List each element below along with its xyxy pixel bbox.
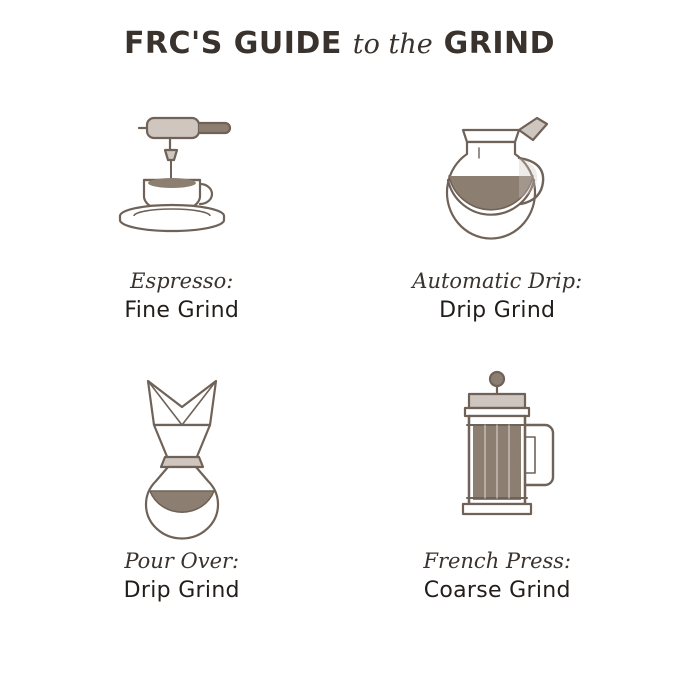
grid-item-french-press bbox=[340, 368, 656, 648]
caption-line2: Fine Grind bbox=[124, 297, 240, 323]
grid-item-espresso bbox=[24, 88, 340, 368]
grind-guide-grid bbox=[24, 88, 655, 648]
title-bold-first: FRC'S GUIDE bbox=[123, 26, 342, 61]
title-italic: to the bbox=[352, 29, 433, 60]
caption-line1: French Press: bbox=[423, 549, 572, 573]
title-bold-second: GRIND bbox=[443, 26, 556, 61]
espresso-machine-icon bbox=[82, 88, 282, 260]
french-press-icon bbox=[397, 368, 597, 540]
grid-item-automatic-drip bbox=[340, 88, 656, 368]
caption-line1: Pour Over: bbox=[124, 549, 240, 573]
caption-line2: Drip Grind bbox=[439, 297, 556, 323]
caption-espresso bbox=[124, 268, 239, 325]
caption-line1: Espresso: bbox=[130, 269, 234, 293]
caption-line2: Drip Grind bbox=[123, 577, 240, 603]
caption-pour-over bbox=[124, 548, 240, 605]
caption-automatic-drip bbox=[412, 268, 582, 325]
caption-line1: Automatic Drip: bbox=[412, 269, 583, 293]
caption-french-press bbox=[423, 548, 571, 605]
coffee-carafe-icon bbox=[397, 88, 597, 260]
caption-line2: Coarse Grind bbox=[423, 577, 571, 603]
pour-over-chemex-icon bbox=[82, 368, 282, 540]
page-title bbox=[0, 26, 679, 61]
grid-item-pour-over bbox=[24, 368, 340, 648]
